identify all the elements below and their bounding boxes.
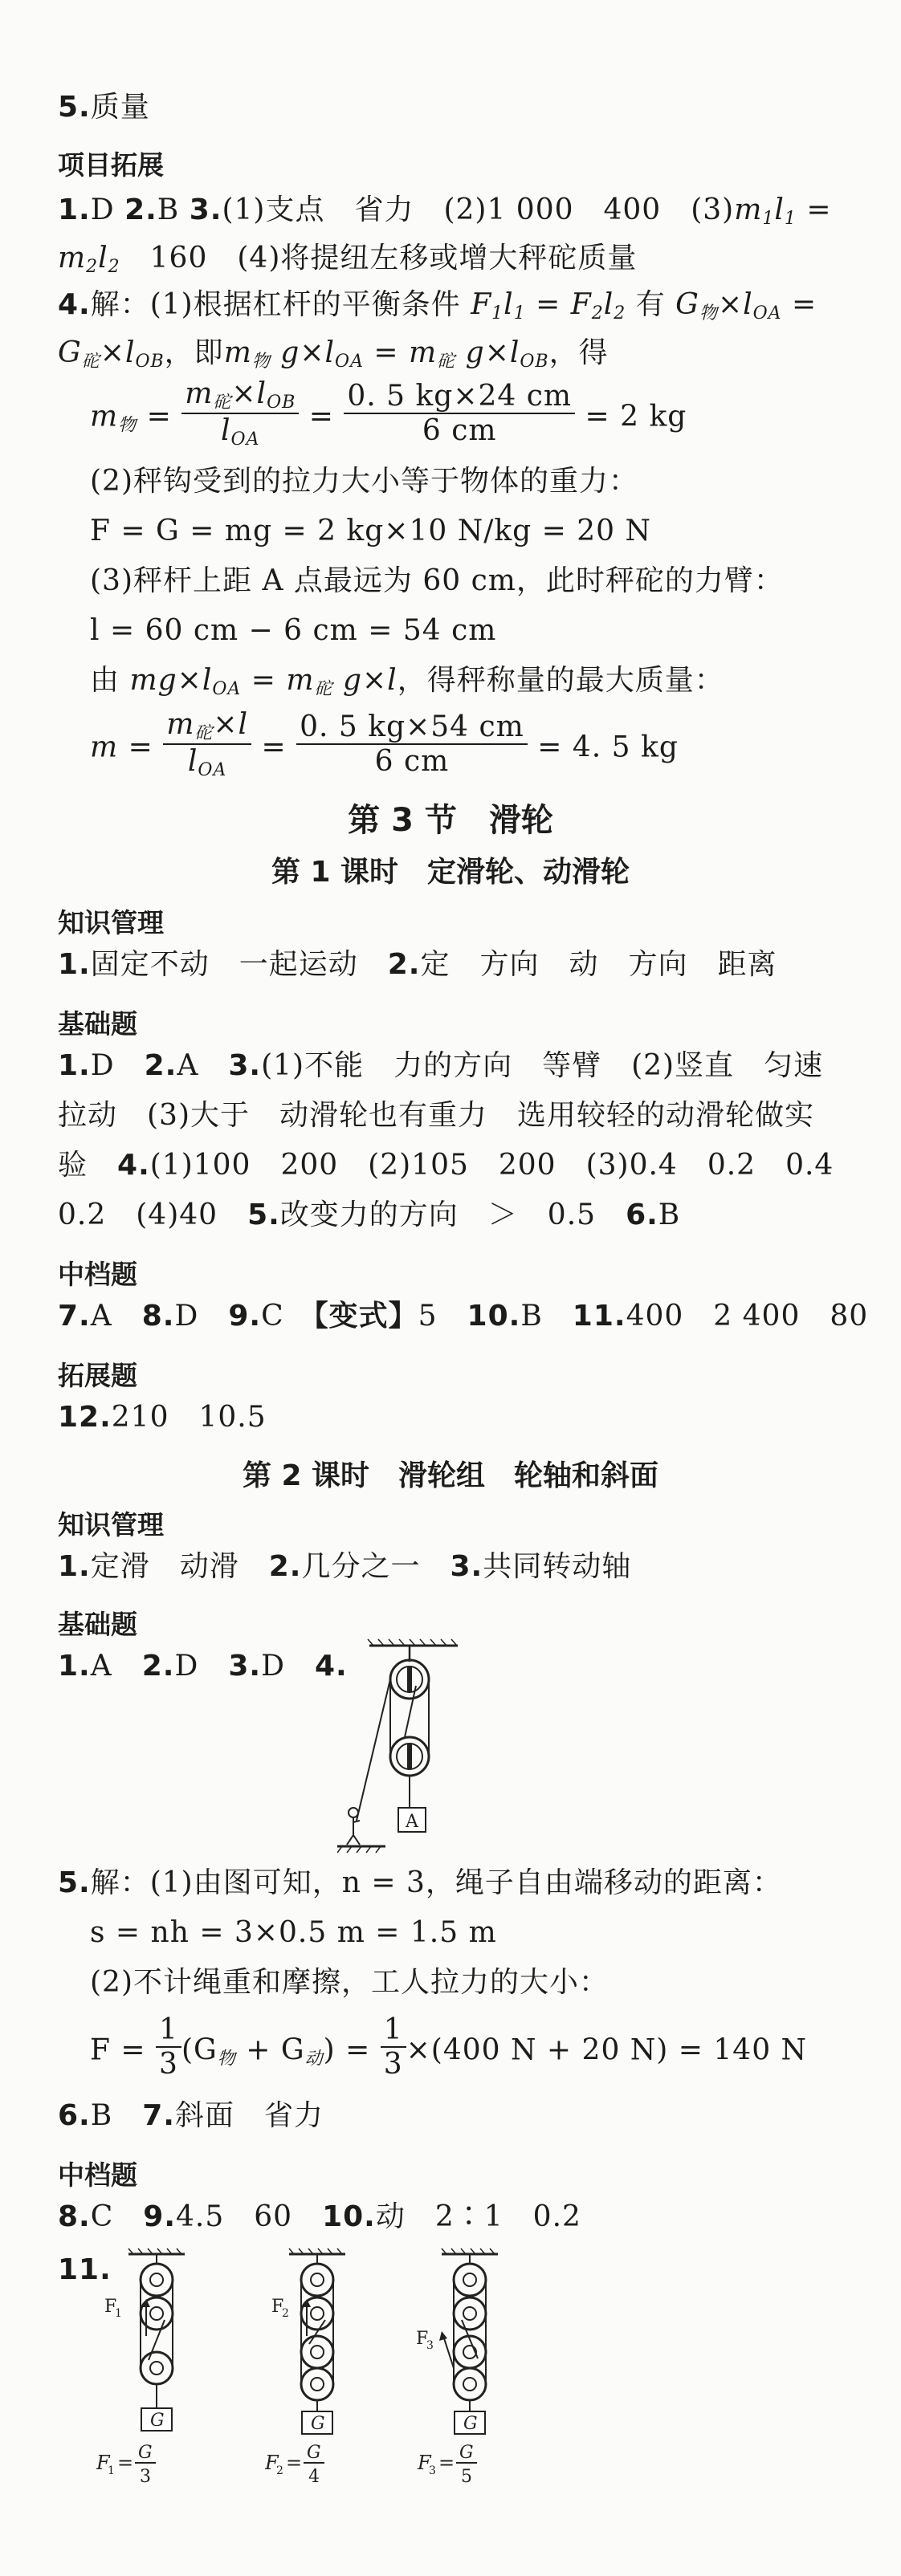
formula-equals: =: [117, 2452, 134, 2474]
question-number: 11.: [58, 2253, 112, 2286]
formula-subscript: 1: [108, 2464, 115, 2477]
answer-text: 有: [635, 288, 666, 321]
formula-denominator: 5: [461, 2467, 472, 2487]
answer-text: C: [90, 2200, 144, 2233]
question-number: 5.: [58, 1866, 91, 1899]
answer-text: (1)100 200 (2)105 200 (3)0.4 0.2 0.4: [149, 1149, 834, 1182]
math-term: g: [342, 664, 362, 697]
math-term: l: [503, 288, 514, 321]
math-term: G: [675, 288, 699, 321]
question-number: 2.: [124, 193, 157, 226]
math-term: g: [280, 336, 300, 369]
subscript: 砣: [81, 352, 100, 372]
basic-line-1: [58, 1048, 877, 1083]
question-number: 7.: [58, 1300, 91, 1333]
q5-line-2: s = nh = 3×0.5 m = 1.5 m: [90, 1916, 497, 1949]
math-term: l: [124, 336, 136, 369]
q5-line-3: (2)不计绳重和摩擦，工人拉力的大小：: [90, 1966, 609, 1999]
heading-mid-2: 中档题: [58, 2159, 137, 2191]
question-number: 8.: [58, 2200, 91, 2233]
force-subscript: 3: [426, 2339, 434, 2352]
heading-basic: 基础题: [58, 1008, 137, 1040]
answer-text: 共同转动轴: [483, 1550, 632, 1583]
fraction: [156, 2013, 181, 2082]
subscript: 2: [108, 257, 120, 277]
answer-text: 400 2 400 80: [626, 1300, 869, 1333]
answer-text: 定滑 动滑: [90, 1550, 269, 1583]
answer-text: 解：(1)由图可知，n = 3，绳子自由端移动的距离：: [90, 1866, 782, 1899]
basic-line-3: [58, 1148, 877, 1182]
formula-equals: =: [286, 2452, 303, 2474]
q5-equation: [90, 2013, 877, 2086]
question-number: 1.: [58, 1049, 91, 1082]
question-number: 2.: [268, 1550, 302, 1583]
math-term: m: [409, 336, 438, 369]
answer-text: 验: [58, 1149, 118, 1182]
formula-denominator: 4: [308, 2467, 320, 2487]
math-term: l: [202, 664, 213, 697]
answer-text: 解：(1)根据杠杆的平衡条件: [90, 288, 461, 321]
answer-line-5: [58, 90, 877, 124]
math-term: mg: [129, 664, 177, 697]
q6-7-line: [58, 2098, 877, 2133]
denominator: 6 cm: [422, 414, 497, 448]
fraction: [181, 377, 299, 450]
question-number: 3.: [228, 1650, 262, 1683]
question-number: 2.: [141, 1650, 175, 1683]
q4-equation-1: m物 = $\frac{\text{m砣×lOB}}{\text{lOA}}$ = $\frac{0. 5 kg\times 24 cm}{6 cm}$ = 2 kg: [90, 377, 687, 450]
answer-text: 5: [418, 1300, 467, 1333]
heading-knowledge: 知识管理: [58, 907, 164, 938]
math-term: m: [90, 400, 119, 433]
question-number: 9.: [143, 2200, 177, 2233]
answer-text: D: [174, 1300, 229, 1333]
subscript: OA: [752, 303, 782, 324]
math-term: m: [58, 242, 87, 275]
pulley-diagram-f2: [265, 2248, 385, 2489]
math-term: m: [90, 730, 119, 764]
question-number: 9.: [228, 1300, 262, 1333]
q4-line-1: 4.解：(1)根据杠杆的平衡条件 F1l1 = F2l2 有 G物×lOA =: [58, 288, 817, 324]
basic-line-2: 拉动 (3)大于 动滑轮也有重力 选用较轻的动滑轮做实: [58, 1099, 814, 1132]
answer-text: 几分之一: [301, 1550, 450, 1583]
math-term: F: [471, 288, 492, 321]
answer-text: 改变力的方向 ＞ 0.5: [279, 1198, 626, 1231]
answer-text: 210 10.5: [111, 1401, 267, 1434]
answer-text: 4.5 60: [176, 2200, 323, 2233]
question-number: 1.: [58, 1650, 91, 1683]
formula-denominator: 3: [140, 2467, 151, 2487]
subscript: 2: [591, 303, 604, 324]
math-term: (G: [181, 2033, 218, 2067]
answer-line-2: [58, 241, 877, 278]
subscript: 2: [614, 303, 626, 324]
denominator: lOA: [221, 414, 260, 450]
denominator: 6 cm: [374, 745, 450, 779]
question-number: 5.: [247, 1198, 280, 1231]
answer-text: ，即: [164, 336, 224, 369]
ext-line: [58, 1400, 877, 1435]
fraction: [296, 710, 528, 779]
answer-text: D: [90, 1049, 145, 1082]
question-number: 4.: [117, 1149, 150, 1182]
question-number: 3.: [228, 1049, 262, 1082]
force-label: F: [416, 2329, 429, 2349]
subscript: 砣: [437, 352, 456, 372]
q4-equation-2: m = $\frac{\text{m砣×l}}{\text{lOA}}$ = $\frac{0. 5 kg\times 54 cm}{6 cm}$ = 4. 5 kg: [90, 708, 679, 781]
fraction: [381, 2013, 406, 2082]
formula-force: F: [265, 2452, 279, 2474]
answer-text: C: [261, 1300, 314, 1333]
math-term: l: [774, 193, 785, 226]
question-number: 6.: [626, 1198, 658, 1231]
q5-line-1: [58, 1866, 877, 1900]
question-number: 2.: [144, 1049, 177, 1082]
subscript: 砣: [314, 679, 333, 699]
question-number: 3.: [450, 1550, 483, 1583]
answer-text: 斜面 省力: [174, 2099, 324, 2132]
question-number: 2.: [387, 948, 421, 981]
question-number: 6.: [58, 2099, 91, 2132]
question-number: 10.: [467, 1300, 521, 1333]
q4-part-2-eq: F = G = mg = 2 kg×10 N/kg = 20 N: [90, 515, 651, 547]
denominator: 3: [159, 2048, 178, 2082]
answer-text: B: [157, 193, 180, 226]
mid-line-2: [58, 2200, 877, 2234]
answer-text: A: [90, 1300, 142, 1333]
question-number: 11.: [572, 1300, 626, 1333]
pulley-diagram-f3: [410, 2248, 530, 2489]
answer-text: 0.2 (4)40: [58, 1198, 248, 1231]
answer-text: A: [90, 1650, 142, 1683]
formula-numerator: G: [138, 2443, 153, 2463]
lesson-1-title: 第 1 课时 定滑轮、动滑轮: [271, 856, 630, 889]
pulley-box-label: A: [406, 1812, 418, 1832]
heading-extension: 拓展题: [58, 1360, 137, 1391]
math-term: m: [734, 193, 763, 226]
math-term: + G: [235, 2033, 305, 2067]
subscript: OB: [135, 352, 165, 372]
subscript: 动: [304, 2049, 324, 2069]
math-term: m: [223, 336, 252, 369]
answer-text: B: [90, 2099, 143, 2132]
lesson-2-title: 第 2 课时 滑轮组 轮轴和斜面: [242, 1459, 659, 1492]
subscript: 2: [86, 257, 99, 277]
answer-text: 160 (4)将提纽左移或增大秤砣质量: [120, 242, 638, 275]
math-term: l: [743, 288, 753, 321]
heading-project-expand: 项目拓展: [58, 149, 164, 181]
question-number: 4.: [58, 288, 91, 321]
answer-text: B: [520, 1300, 573, 1333]
math-term: l: [324, 336, 336, 369]
math-term: m: [286, 664, 315, 697]
question-number: 1.: [58, 193, 91, 226]
answer-text: 动 2∶1 0.2: [375, 2200, 581, 2233]
subscript: 1: [513, 303, 526, 324]
question-number: 7.: [142, 2099, 175, 2132]
answer-text: = 2 kg: [585, 400, 687, 433]
formula-subscript: 3: [429, 2464, 436, 2477]
denominator: 3: [383, 2048, 403, 2082]
force-label: F: [271, 2297, 284, 2317]
q4-part-4: 由 mg×lOA = m砣 g×l，得秤称量的最大质量：: [90, 664, 724, 699]
fraction: [344, 380, 575, 448]
answer-text: A: [177, 1049, 229, 1082]
math-term: g: [465, 336, 485, 369]
math-term: F =: [90, 2033, 146, 2067]
knowledge-line-2: [58, 1549, 877, 1584]
weight-label: G: [463, 2414, 478, 2434]
formula-force: F: [418, 2452, 431, 2474]
question-number: 1.: [58, 1550, 91, 1583]
question-number: 3.: [189, 193, 222, 226]
q4-part-2: (2)秤钩受到的拉力大小等于物体的重力：: [90, 465, 638, 498]
q4-part-3: (3)秤杆上距 A 点最远为 60 cm，此时秤砣的力臂：: [90, 564, 784, 597]
numerator: 0. 5 kg×54 cm: [296, 710, 528, 745]
answer-text: D: [261, 1650, 315, 1683]
q4-line-2: G砣×lOB，即m物 g×lOA = m砣 g×lOB，得: [58, 336, 609, 372]
mid-line: [58, 1299, 877, 1333]
question-number: 1.: [58, 948, 91, 981]
math-term: G: [58, 336, 82, 369]
subscript: 1: [762, 209, 775, 229]
subscript: 1: [491, 303, 504, 324]
numerator: 0. 5 kg×24 cm: [344, 380, 575, 414]
answer-text: 质量: [90, 91, 150, 124]
numerator: 1: [156, 2013, 181, 2048]
math-term: F: [570, 288, 592, 321]
subscript: OA: [335, 352, 364, 372]
question-number: 10.: [322, 2200, 376, 2233]
answer-text: = 4. 5 kg: [537, 730, 679, 764]
answer-text: D: [90, 193, 115, 226]
question-number: 12.: [58, 1401, 112, 1434]
answer-text: (1)不能 力的方向 等臂 (2)竖直 匀速: [261, 1049, 824, 1082]
math-term: l: [509, 336, 520, 369]
question-number: 8.: [141, 1300, 175, 1333]
question-number: 4.: [314, 1650, 348, 1683]
formula-numerator: G: [459, 2443, 474, 2463]
pulley-diagram-q4: [337, 1638, 474, 1854]
formula-equals: =: [438, 2452, 455, 2474]
math-term: ×(400 N + 20 N) = 140 N: [406, 2033, 808, 2067]
weight-label: G: [311, 2414, 325, 2434]
math-term: l: [603, 288, 614, 321]
numerator: m砣×l: [163, 708, 251, 745]
heading-mid: 中档题: [58, 1259, 137, 1290]
subscript: 物: [251, 352, 271, 372]
subscript: 物: [699, 303, 718, 324]
weight-label: G: [150, 2411, 165, 2431]
answer-text: D: [174, 1650, 229, 1683]
math-term: l: [387, 664, 398, 697]
subscript: OA: [212, 679, 242, 699]
answer-text: B: [658, 1198, 681, 1231]
denominator: lOA: [187, 745, 227, 781]
answer-text: 固定不动 一起运动: [90, 948, 388, 981]
force-label: F: [104, 2297, 117, 2317]
heading-basic-2: 基础题: [58, 1609, 137, 1640]
subscript: OB: [520, 352, 549, 372]
math-term: ) =: [323, 2033, 371, 2067]
knowledge-line: [58, 947, 877, 982]
fraction: [163, 708, 251, 781]
pulley-diagram-f1: [88, 2248, 209, 2489]
question-number: 5.: [58, 91, 91, 124]
subscript: 物: [118, 415, 137, 436]
variant-label: 【变式】: [313, 1300, 418, 1333]
formula-force: F: [96, 2452, 110, 2474]
answer-line-1: 1.D 2.B 3.(1)支点 省力 (2)1 000 400 (3)m1l1 =: [58, 193, 832, 229]
answer-text: 定 方向 动 方向 距离: [420, 948, 777, 981]
formula-numerator: G: [307, 2443, 321, 2463]
answer-text: 由: [90, 664, 120, 697]
basic-line-4: [58, 1198, 877, 1232]
subscript: 1: [784, 209, 797, 229]
answer-text: ，得秤称量的最大质量：: [397, 664, 724, 697]
answer-text: ，得: [548, 336, 609, 369]
answer-text: (1)支点 省力 (2)1 000 400 (3): [222, 193, 735, 226]
numerator: m砣×lOB: [181, 377, 299, 414]
section-title: 第 3 节 滑轮: [348, 802, 553, 839]
heading-knowledge-2: 知识管理: [58, 1509, 164, 1540]
force-subscript: 2: [282, 2307, 289, 2320]
force-subscript: 1: [115, 2307, 122, 2320]
math-term: l: [98, 242, 108, 275]
formula-subscript: 2: [276, 2464, 283, 2477]
q4-part-3-eq: l = 60 cm − 6 cm = 54 cm: [90, 614, 497, 647]
subscript: 物: [217, 2049, 236, 2069]
numerator: 1: [381, 2013, 406, 2048]
